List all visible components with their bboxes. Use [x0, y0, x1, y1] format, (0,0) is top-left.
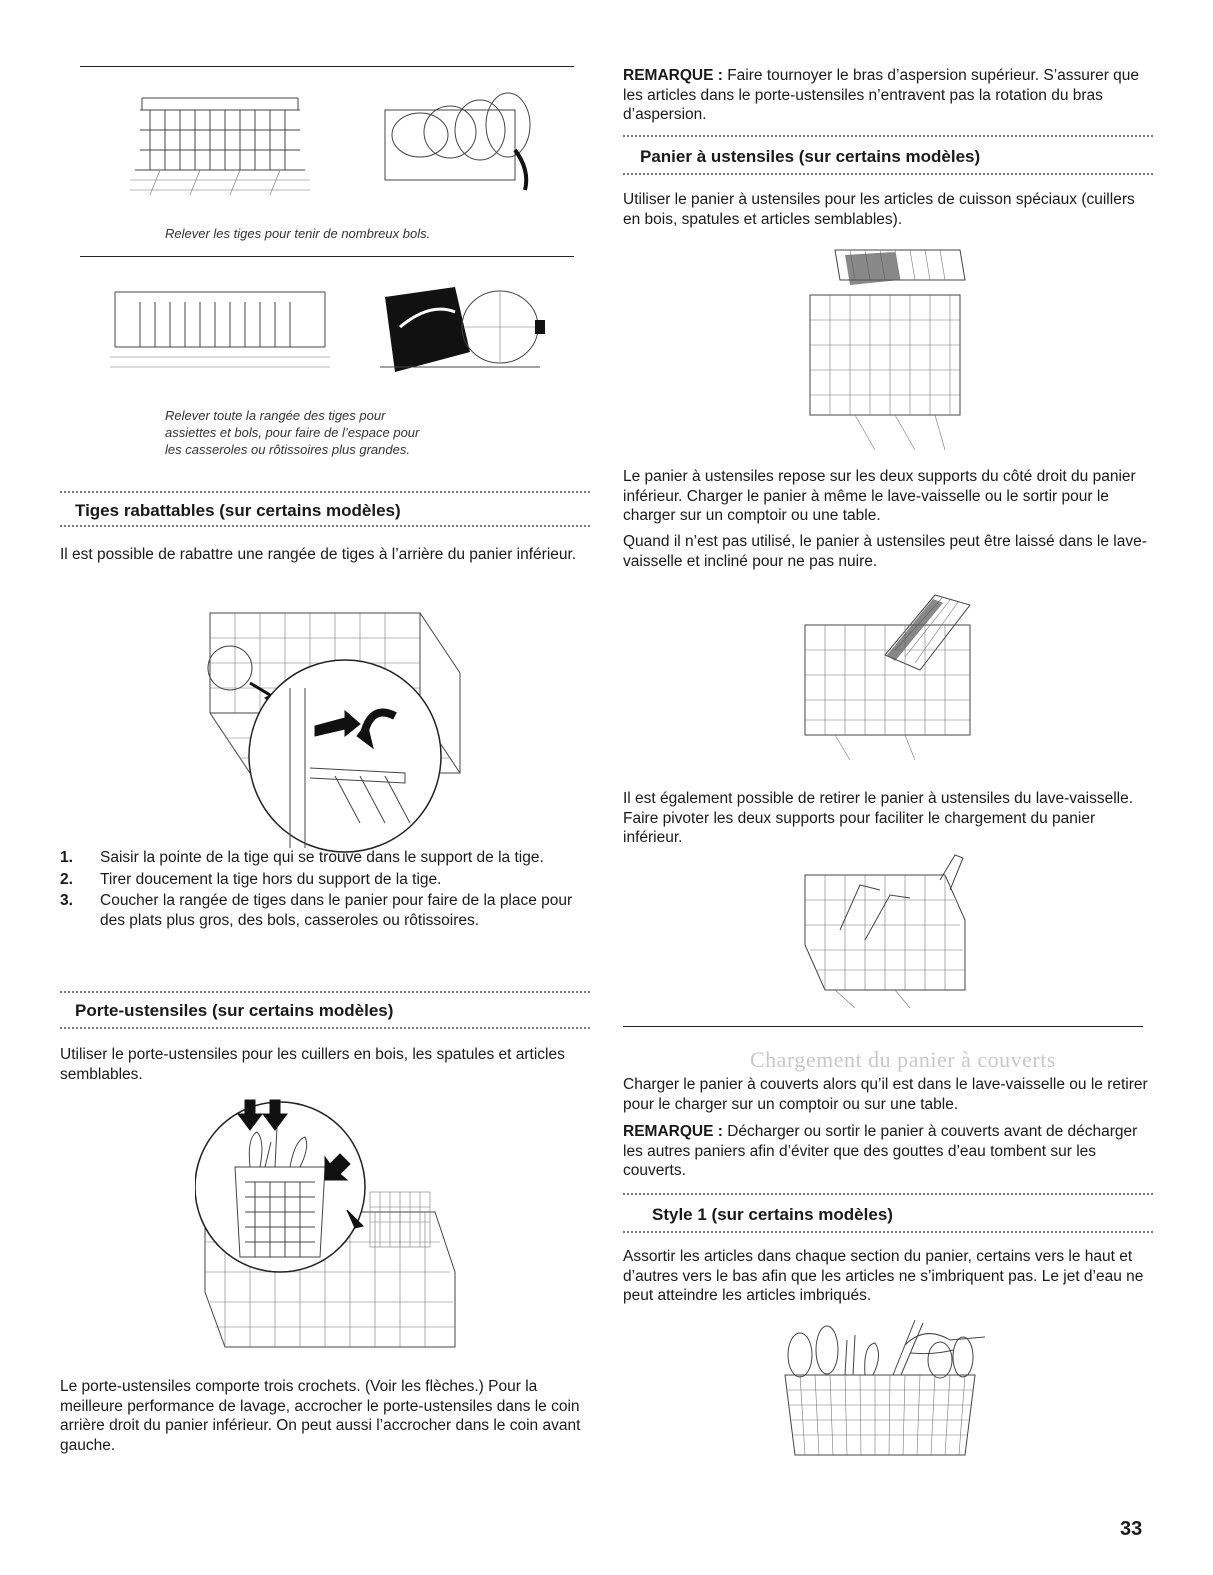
heading-style-1: Style 1 (sur certains modèles) [652, 1205, 893, 1224]
tiges-steps [60, 848, 590, 932]
heading-porte-ustensiles: Porte-ustensiles (sur certains modèles) [75, 1001, 394, 1020]
porte-intro: Utiliser le porte-ustensiles pour les cuillers en bois, les spatules et articles semblables. [60, 1046, 565, 1083]
step-number: 1. [60, 849, 73, 866]
step-number: 2. [60, 870, 73, 888]
fold-down-tines-illustration [195, 598, 475, 863]
top-rule-left [80, 66, 574, 67]
porte-outro: Le porte-ustensiles comporte trois crochets. (Voir les flèches.) Pour la meilleure performance de lavage, accrocher le porte-ustensiles dans le coin arrière droit du panier inférieur. On peut aussi l’accrocher dans le coin avant gauche. [60, 1378, 581, 1454]
section-divider [60, 491, 590, 493]
remarque-couverts [623, 1122, 1153, 1181]
title-chargement-couverts: Chargement du panier à couverts [750, 1047, 1056, 1072]
caption-tines-bowls: Relever les tiges pour tenir de nombreux bols. [165, 226, 431, 241]
tines-bowls-illustration [130, 80, 550, 200]
remarque-text: Décharger ou sortir le panier à couverts avant de décharger les autres paniers afin d’éviter que des gouttes d’eau tombent sur les couverts. [623, 1123, 1138, 1179]
couverts-p1: Charger le panier à couverts alors qu’il est dans le lave-vaisselle ou le retirer pour le charger sur un comptoir ou sur une table. [623, 1076, 1148, 1113]
step-item [60, 870, 590, 890]
panier-p3: Il est également possible de retirer le panier à ustensiles du lave-vaisselle. Faire pivoter les deux supports pour faciliter le chargement du panier inférieur. [623, 790, 1134, 846]
panier-p2: Quand il n’est pas utilisé, le panier à ustensiles peut être laissé dans le lave-vaisselle et incliné pour ne pas nuire. [623, 533, 1147, 570]
style1-text: Assortir les articles dans chaque section du panier, certains vers le haut et d’autres vers le bas afin que les articles ne s’imbriquent pas. Le jet d’eau ne peut atteindre les articles imbriqués. [623, 1248, 1144, 1304]
section-divider [60, 525, 590, 527]
folded-tines-illustration [110, 272, 550, 382]
step-number: 3. [60, 892, 73, 909]
remarque-label: REMARQUE : [623, 1123, 723, 1140]
section-divider [60, 991, 590, 993]
rule-mid-left [80, 256, 574, 257]
panier-p1: Le panier à ustensiles repose sur les deux supports du côté droit du panier inférieur. Charger le panier à même le lave-vaisselle ou le sortir pour le charger sur un comptoir ou une table. [623, 468, 1136, 524]
silverware-basket-illustration [775, 1315, 990, 1465]
step-text: Tirer doucement la tige hors du support de la tige. [100, 870, 442, 888]
caption-line: Relever toute la rangée des tiges pour [165, 408, 386, 423]
step-text: Coucher la rangée de tiges dans le panier pour faire de la place pour des plats plus gros, des bols, casseroles ou rôtissoires. [100, 892, 573, 929]
caption-line: les casseroles ou rôtissoires plus grandes. [165, 442, 410, 457]
remarque-bras-aspersion [623, 66, 1153, 125]
page-number: 33 [1120, 1518, 1143, 1540]
remarque-text: Faire tournoyer le bras d’aspersion supérieur. S’assurer que les articles dans le porte-ustensiles n’entravent pas la rotation du bras d’aspersion. [623, 67, 1140, 123]
section-divider [623, 1193, 1153, 1195]
step-item [60, 891, 590, 930]
utensil-holder-illustration [195, 1092, 465, 1367]
section-divider [623, 135, 1153, 137]
utensil-basket-rack-illustration [795, 240, 975, 455]
caption-line: assiettes et bols, pour faire de l’espace pour [165, 425, 420, 440]
tiges-intro: Il est possible de rabattre une rangée de tiges à l’arrière du panier inférieur. [60, 546, 577, 563]
section-divider [623, 1231, 1153, 1233]
remarque-label: REMARQUE : [623, 67, 723, 84]
step-item [60, 848, 590, 868]
utensil-basket-tilted-illustration [795, 585, 980, 765]
heading-tiges-rabattables: Tiges rabattables (sur certains modèles) [75, 501, 401, 520]
caption-folded-tines [165, 407, 505, 458]
section-divider [60, 1027, 590, 1029]
step-text: Saisir la pointe de la tige qui se trouve dans le support de la tige. [100, 849, 544, 866]
basket-supports-illustration [795, 850, 980, 1010]
panier-intro: Utiliser le panier à ustensiles pour les articles de cuisson spéciaux (cuillers en bois, spatules et articles semblables). [623, 191, 1135, 228]
section-divider [623, 173, 1153, 175]
rule-couverts [623, 1026, 1143, 1027]
heading-panier-ustensiles: Panier à ustensiles (sur certains modèles) [640, 147, 981, 166]
